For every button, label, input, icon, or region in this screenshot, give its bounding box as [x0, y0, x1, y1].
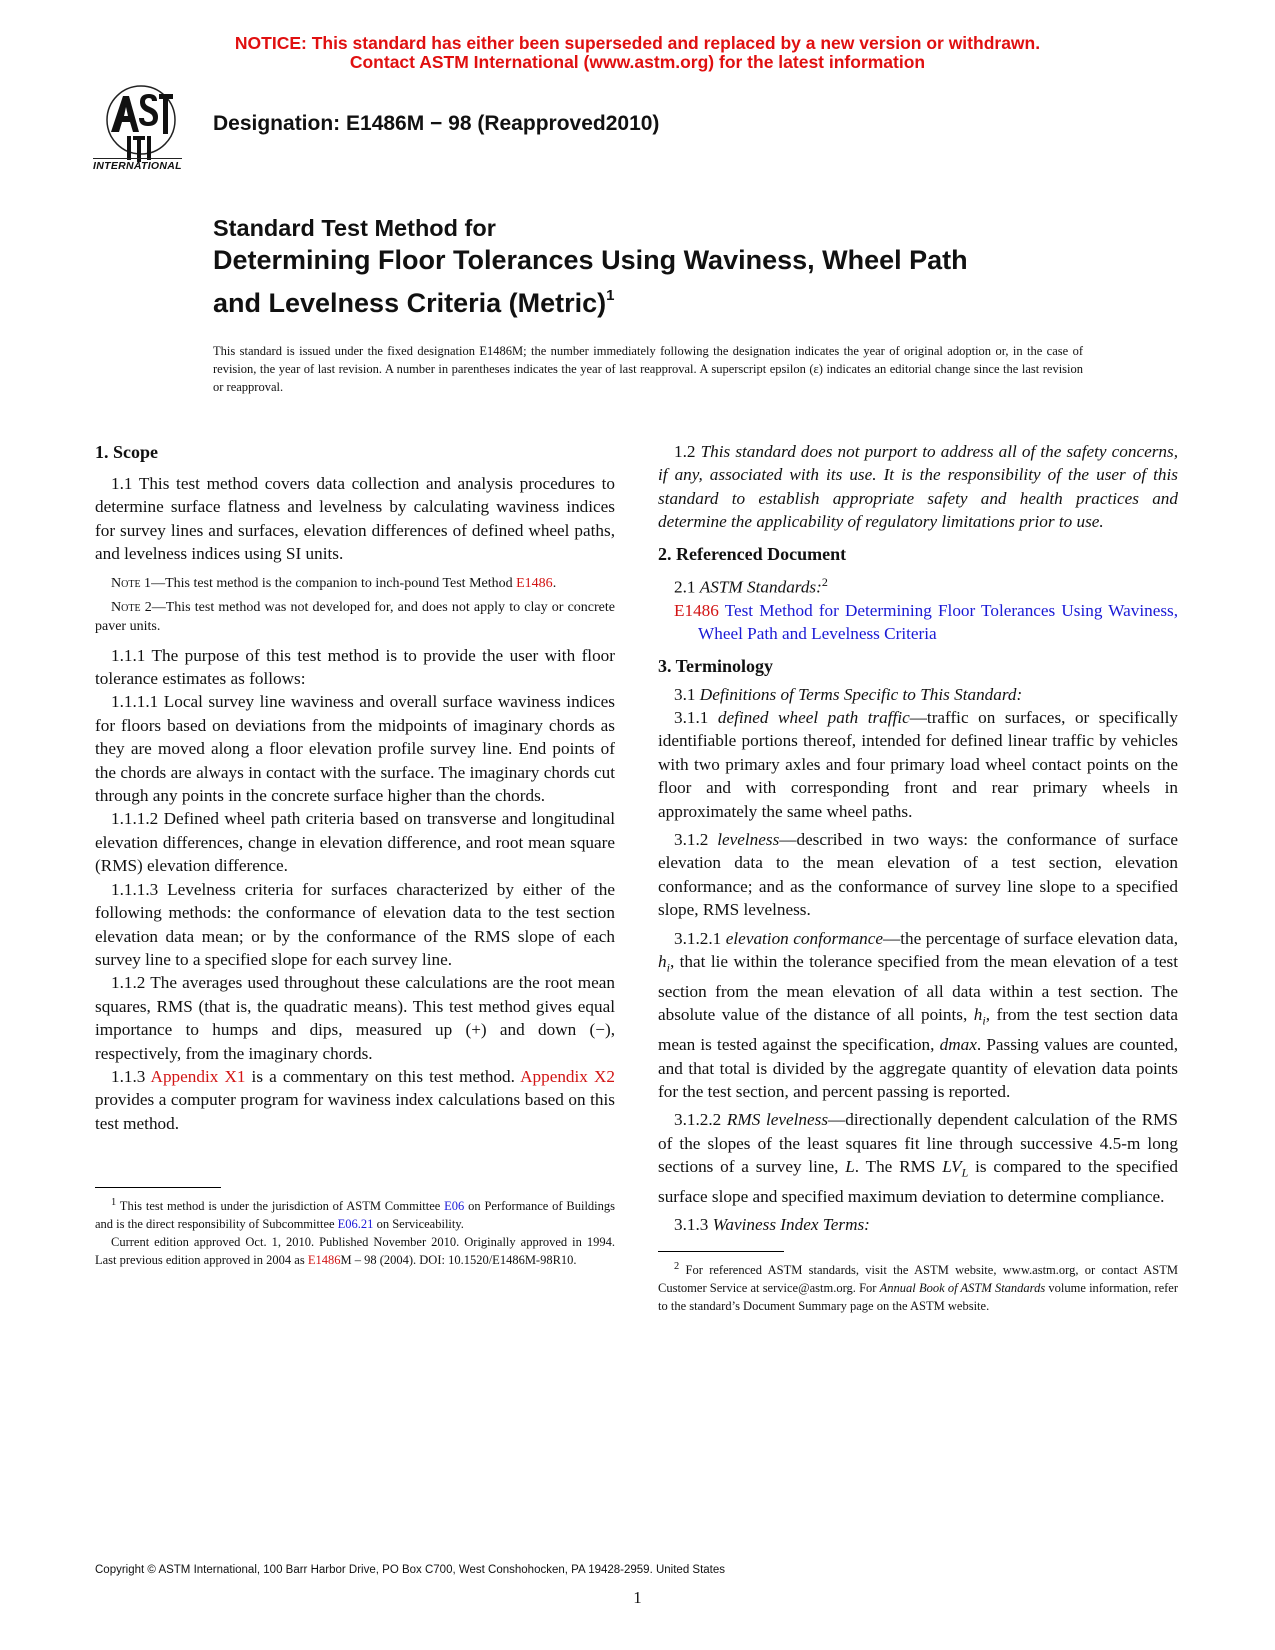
note-2 [95, 598, 615, 636]
para-1-1-1-3: 1.1.1.3 Levelness criteria for surfaces characterized by either of the following methods: the conformance of elevation data to the test section elevation data mean; or by the conformance of the RMS slope of each survey line to a specified slope for each survey line. [95, 879, 615, 969]
footnote-2-mark: 2 [674, 1260, 680, 1272]
note-1-text: —This test method is the companion to inch-pound Test Method [151, 575, 517, 591]
para-3-1-1 [658, 706, 1178, 823]
para-3-1-2-2-num: 3.1.2.2 [674, 1110, 727, 1130]
section-heading-referenced-document: 2. Referenced Document [658, 543, 847, 564]
para-2-1-text: ASTM Standards: [699, 577, 822, 597]
para-3-1-2-1-num: 3.1.2.1 [674, 928, 726, 948]
title-main [213, 243, 1113, 321]
para-3-1-1-term: defined wheel path traffic [717, 707, 910, 727]
var-LV: LV [942, 1157, 962, 1177]
para-3-1-2-1-text-d: . Passing values are counted, and that total is divided by the aggregate quantity of elevation data points for the test section, and percent passing is reported. [658, 1035, 1179, 1101]
para-3-1-1-num: 3.1.1 [674, 707, 718, 727]
para-3-1-3 [658, 1213, 1178, 1236]
para-3-1-2-1 [658, 927, 1178, 1104]
footnote-2 [658, 1258, 1178, 1315]
page-number: 1 [633, 1588, 642, 1607]
reference-e1486-code-link[interactable]: E1486 [674, 600, 719, 620]
para-3-1-2-2-term: RMS levelness [726, 1110, 829, 1130]
appendix-x2-link[interactable]: Appendix X2 [520, 1066, 615, 1086]
footnote-2-italic: Annual Book of ASTM Standards [879, 1280, 1046, 1295]
left-column [95, 440, 615, 1269]
section-heading-terminology: 3. Terminology [658, 655, 774, 676]
e1486-previous-link[interactable]: E1486 [307, 1253, 341, 1268]
para-3-1-2-term: levelness [717, 830, 780, 850]
para-2-1-sup: 2 [821, 574, 828, 589]
note-1 [95, 574, 615, 593]
footnote-1-text-b: on Performance of Buildings and is the direct responsibility of Subcommittee [95, 1199, 616, 1232]
note-1-label: Note 1 [111, 575, 152, 591]
footnote-2-text-b: volume information, refer to the standard’s Document Summary page on the ASTM website. [658, 1280, 1178, 1313]
para-3-1-2-text: —described in two ways: the conformance of surface elevation data to the mean elevation of a test section, elevation conformance; and as the conformance of survey line slope to a specified slope, RMS levelness. [658, 830, 1179, 920]
footnote-1-mark: 1 [111, 1197, 117, 1209]
para-1-1-1-2: 1.1.1.2 Defined wheel path criteria based on transverse and longitudinal elevation differences, change in elevation difference, and root mean square (RMS) elevation difference. [95, 809, 615, 876]
para-3-1-2-num: 3.1.2 [674, 830, 718, 850]
para-3-1-2-2-text-c: is compared to the specified surface slope and specified maximum deviation to determine compliance. [658, 1157, 1178, 1207]
para-3-1-2-1-text-c: , from the test section data mean is tested against the specification, [658, 1005, 1178, 1055]
var-L: L [845, 1157, 855, 1177]
footnote-1 [95, 1194, 615, 1233]
para-2-1-num: 2.1 [674, 577, 700, 597]
para-3-1 [658, 683, 1178, 706]
var-dmax: dmax [939, 1035, 977, 1055]
footnote-1-edition-text-b: M – 98 (2004). DOI: 10.1520/E1486M-98R10. [340, 1253, 577, 1268]
para-3-1-2-2-text-a: —directionally dependent calculation of the RMS of the slopes of the least squares fit line through successive 4.5-m long sections of a survey line, [658, 1110, 1178, 1177]
preamble: This standard is issued under the fixed designation E1486M; the number immediately following the designation indicates the year of original adoption or, in the case of revision, the year of last revision. A number in parentheses indicates the year of last reapproval. A superscript epsilon (ε) indicates an editorial change since the last revision or reapproval. [213, 344, 1083, 394]
para-3-1-3-text: Waviness Index Terms: [712, 1215, 870, 1235]
para-3-1-2-1-term: elevation conformance [725, 928, 884, 948]
para-3-1-3-num: 3.1.3 [674, 1215, 713, 1235]
title-footnote-mark: 1 [606, 287, 615, 304]
note-1-link[interactable]: E1486 [516, 575, 553, 591]
para-3-1-num: 3.1 [674, 684, 700, 704]
para-1-2-num: 1.2 [674, 442, 701, 461]
para-1-1-1-1: 1.1.1.1 Local survey line waviness and overall surface waviness indices for floors based on deviations from the midpoints of imaginary chords as they are moved along a floor elevation profile survey line. End points of the chords are always in contact with the surface. The imaginary chords cut through any points in the concrete surface higher than the chords. [95, 692, 615, 806]
var-LV-sub: L [961, 1165, 969, 1180]
copyright-line: Copyright © ASTM International, 100 Barr Harbor Drive, PO Box C700, West Conshohocken, PA 19428-2959. United States [95, 1564, 726, 1576]
note-2-label: Note 2 [111, 599, 152, 615]
title-line-3: and Levelness Criteria (Metric) [213, 288, 607, 318]
title-line-1: Standard Test Method for [213, 215, 496, 241]
para-3-1-2-1-text-a: —the percentage of surface elevation data, [883, 928, 1178, 948]
para-1-1-3-num: 1.1.3 [111, 1066, 151, 1086]
para-3-1-2 [658, 828, 1178, 922]
title-line-2: Determining Floor Tolerances Using Waviness, Wheel Path [213, 245, 968, 275]
para-3-1-text: Definitions of Terms Specific to This Standard: [699, 684, 1023, 704]
reference-e1486-title-link[interactable]: Test Method for Determining Floor Tolerances Using Waviness, Wheel Path and Levelness Criteria [698, 600, 1178, 644]
para-1-1-2: 1.1.2 The averages used throughout these calculations are the root mean squares, RMS (that is, the quadratic means). This test method gives equal importance to humps and dips, measured up (+) and down (−), respectively, from the imaginary chords. [95, 973, 615, 1063]
para-1-1-3-text-b: provides a computer program for waviness index calculations based on this test method. [95, 1090, 615, 1133]
para-1-1-1: 1.1.1 The purpose of this test method is to provide the user with floor tolerance estimates as follows: [95, 645, 615, 689]
note-2-text: —This test method was not developed for, and does not apply to clay or concrete paver units. [95, 599, 615, 634]
footnote-1-text-a: This test method is under the jurisdiction of ASTM Committee [116, 1199, 445, 1214]
section-heading-scope: 1. Scope [95, 442, 158, 462]
para-3-1-1-text: —traffic on surfaces, or specifically identifiable portions thereof, intended for defined linear traffic by vehicles with two primary axles and four primary load wheel contact points on the floor and with corresponding front and rear primary wheels in approximately the same wheel paths. [658, 707, 1179, 821]
para-3-1-2-2 [658, 1108, 1178, 1208]
para-1-1-3-text-a: is a commentary on this test method. [245, 1066, 521, 1086]
var-h-2: h [973, 1005, 983, 1025]
para-1-2-text: This standard does not purport to address all of the safety concerns, if any, associated with its use. It is the responsibility of the user of this standard to establish appropriate safety and health practices and determine the applicability of regulatory limitations prior to use. [658, 442, 1178, 532]
designation: Designation: E1486M − 98 (Reapproved2010) [213, 112, 660, 135]
logo-label: INTERNATIONAL [93, 160, 182, 172]
para-1-2 [658, 440, 1178, 534]
para-3-1-2-2-text-b: . The RMS [854, 1157, 943, 1177]
notice-line-1: NOTICE: This standard has either been superseded and replaced by a new version or withdrawn. [234, 33, 1041, 53]
footnote-1-text-c: on Serviceability. [373, 1217, 464, 1232]
var-h-sub: i [666, 960, 670, 975]
appendix-x1-link[interactable]: Appendix X1 [150, 1066, 246, 1086]
subcommittee-e06-21-link[interactable]: E06.21 [337, 1217, 374, 1232]
committee-e06-link[interactable]: E06 [444, 1199, 465, 1214]
right-column [658, 440, 1178, 1315]
var-h: h [658, 952, 667, 972]
document-title [213, 213, 1113, 321]
note-1-end: . [552, 575, 557, 591]
astm-logo [93, 82, 198, 174]
footnote-2-text-a: For referenced ASTM standards, visit the ASTM website, www.astm.org, or contact ASTM Customer Service at service@astm.org. For [658, 1262, 1178, 1295]
para-2-1 [658, 571, 1178, 599]
withdrawal-notice [0, 34, 1275, 72]
para-1-1: 1.1 This test method covers data collection and analysis procedures to determine surface flatness and levelness by calculating waviness indices for survey lines and surfaces, elevation differences of defined wheel paths, and levelness indices using SI units. [95, 474, 615, 564]
para-1-1-3 [95, 1065, 615, 1135]
footnote-1-edition-text-a: Current edition approved Oct. 1, 2010. Published November 2010. Originally approved in 1994. Last previous edition approved in 2004 as [95, 1235, 615, 1268]
var-h-2-sub: i [982, 1013, 986, 1028]
reference-e1486 [658, 599, 1178, 646]
para-3-1-2-1-text-b: , that lie within the tolerance specified from the mean elevation of a test section from the mean elevation of all data within a test section. The absolute value of the distance of all points, [658, 952, 1178, 1025]
notice-line-2: Contact ASTM International (www.astm.org) for the latest information [349, 52, 926, 72]
footnote-1-edition [95, 1233, 615, 1269]
